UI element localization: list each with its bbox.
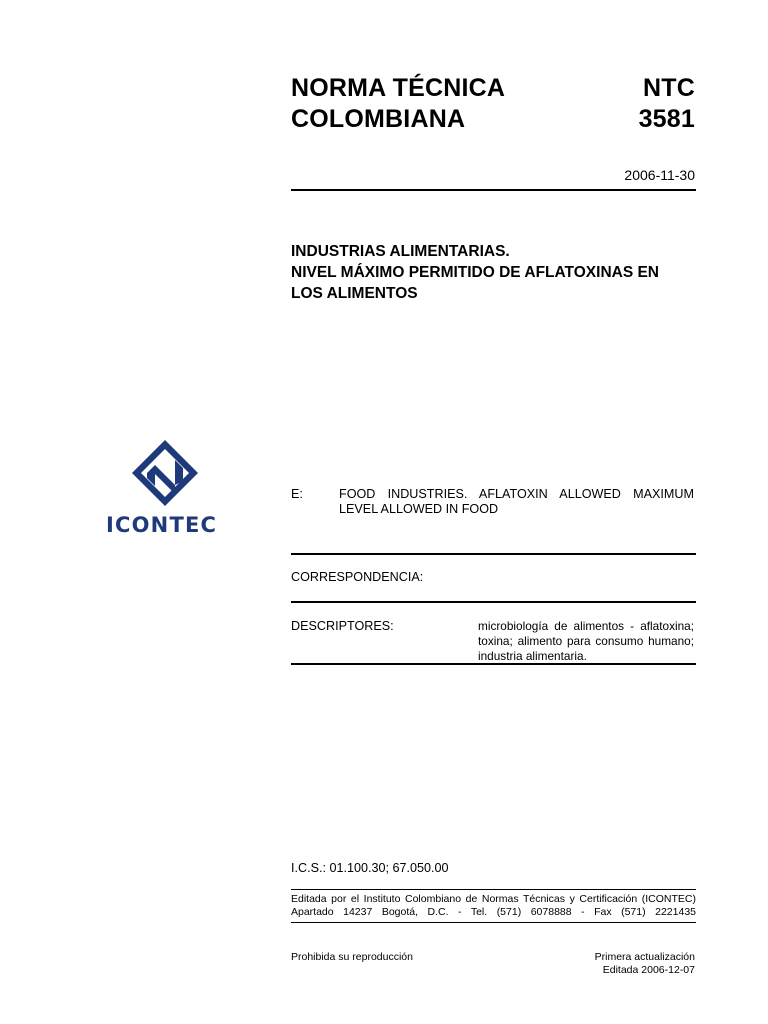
standard-code	[639, 73, 695, 135]
correspondencia-rule	[291, 601, 696, 603]
edition-line-1: Editada por el Instituto Colombiano de Normas Técnicas y Certificación (ICONTEC)	[291, 893, 696, 905]
english-line-2: LEVEL ALLOWED IN FOOD	[339, 502, 499, 516]
logo-text: ICONTEC	[106, 513, 218, 537]
descriptores-line-2: toxina; alimento para consumo humano;	[478, 634, 694, 648]
standard-subject	[291, 241, 701, 304]
subject-line-2: NIVEL MÁXIMO PERMITIDO DE AFLATOXINAS EN	[291, 264, 660, 281]
title-line-2: COLOMBIANA	[291, 105, 466, 133]
ics-code: I.C.S.: 01.100.30; 67.050.00	[291, 861, 449, 875]
reproduction-notice: Prohibida su reproducción	[291, 951, 413, 963]
update-line-2: Editada 2006-12-07	[602, 963, 695, 976]
edition-info	[291, 893, 696, 918]
english-rule	[291, 553, 696, 555]
document-title	[291, 73, 505, 135]
descriptores-line-1: microbiología de alimentos - aflatoxina;	[478, 619, 694, 633]
icontec-logo	[105, 440, 223, 540]
english-label: E:	[291, 487, 303, 501]
title-line-1: NORMA TÉCNICA	[291, 74, 506, 102]
descriptores-line-3: industria alimentaria.	[478, 649, 587, 663]
english-line-1: FOOD INDUSTRIES. AFLATOXIN ALLOWED MAXIMUM	[339, 487, 694, 501]
code-line-1: NTC	[643, 74, 695, 102]
icontec-emblem-icon	[105, 440, 223, 515]
subject-line-3: LOS ALIMENTOS	[291, 285, 418, 302]
edition-rule	[291, 922, 696, 923]
ics-rule	[291, 889, 696, 890]
descriptores-rule	[291, 663, 696, 665]
descriptores-label: DESCRIPTORES:	[291, 619, 394, 633]
update-line-1: Primera actualización	[594, 951, 695, 963]
header-rule	[291, 189, 696, 191]
subject-line-1: INDUSTRIAS ALIMENTARIAS.	[291, 243, 510, 260]
update-info	[595, 951, 695, 976]
descriptores-values	[478, 619, 694, 664]
correspondencia-label: CORRESPONDENCIA:	[291, 570, 424, 584]
publication-date: 2006-11-30	[624, 167, 695, 183]
edition-line-2: Apartado 14237 Bogotá, D.C. - Tel. (571) 6078888 - Fax (571) 2221435	[291, 905, 696, 918]
english-title	[339, 487, 694, 517]
code-line-2: 3581	[638, 105, 695, 133]
